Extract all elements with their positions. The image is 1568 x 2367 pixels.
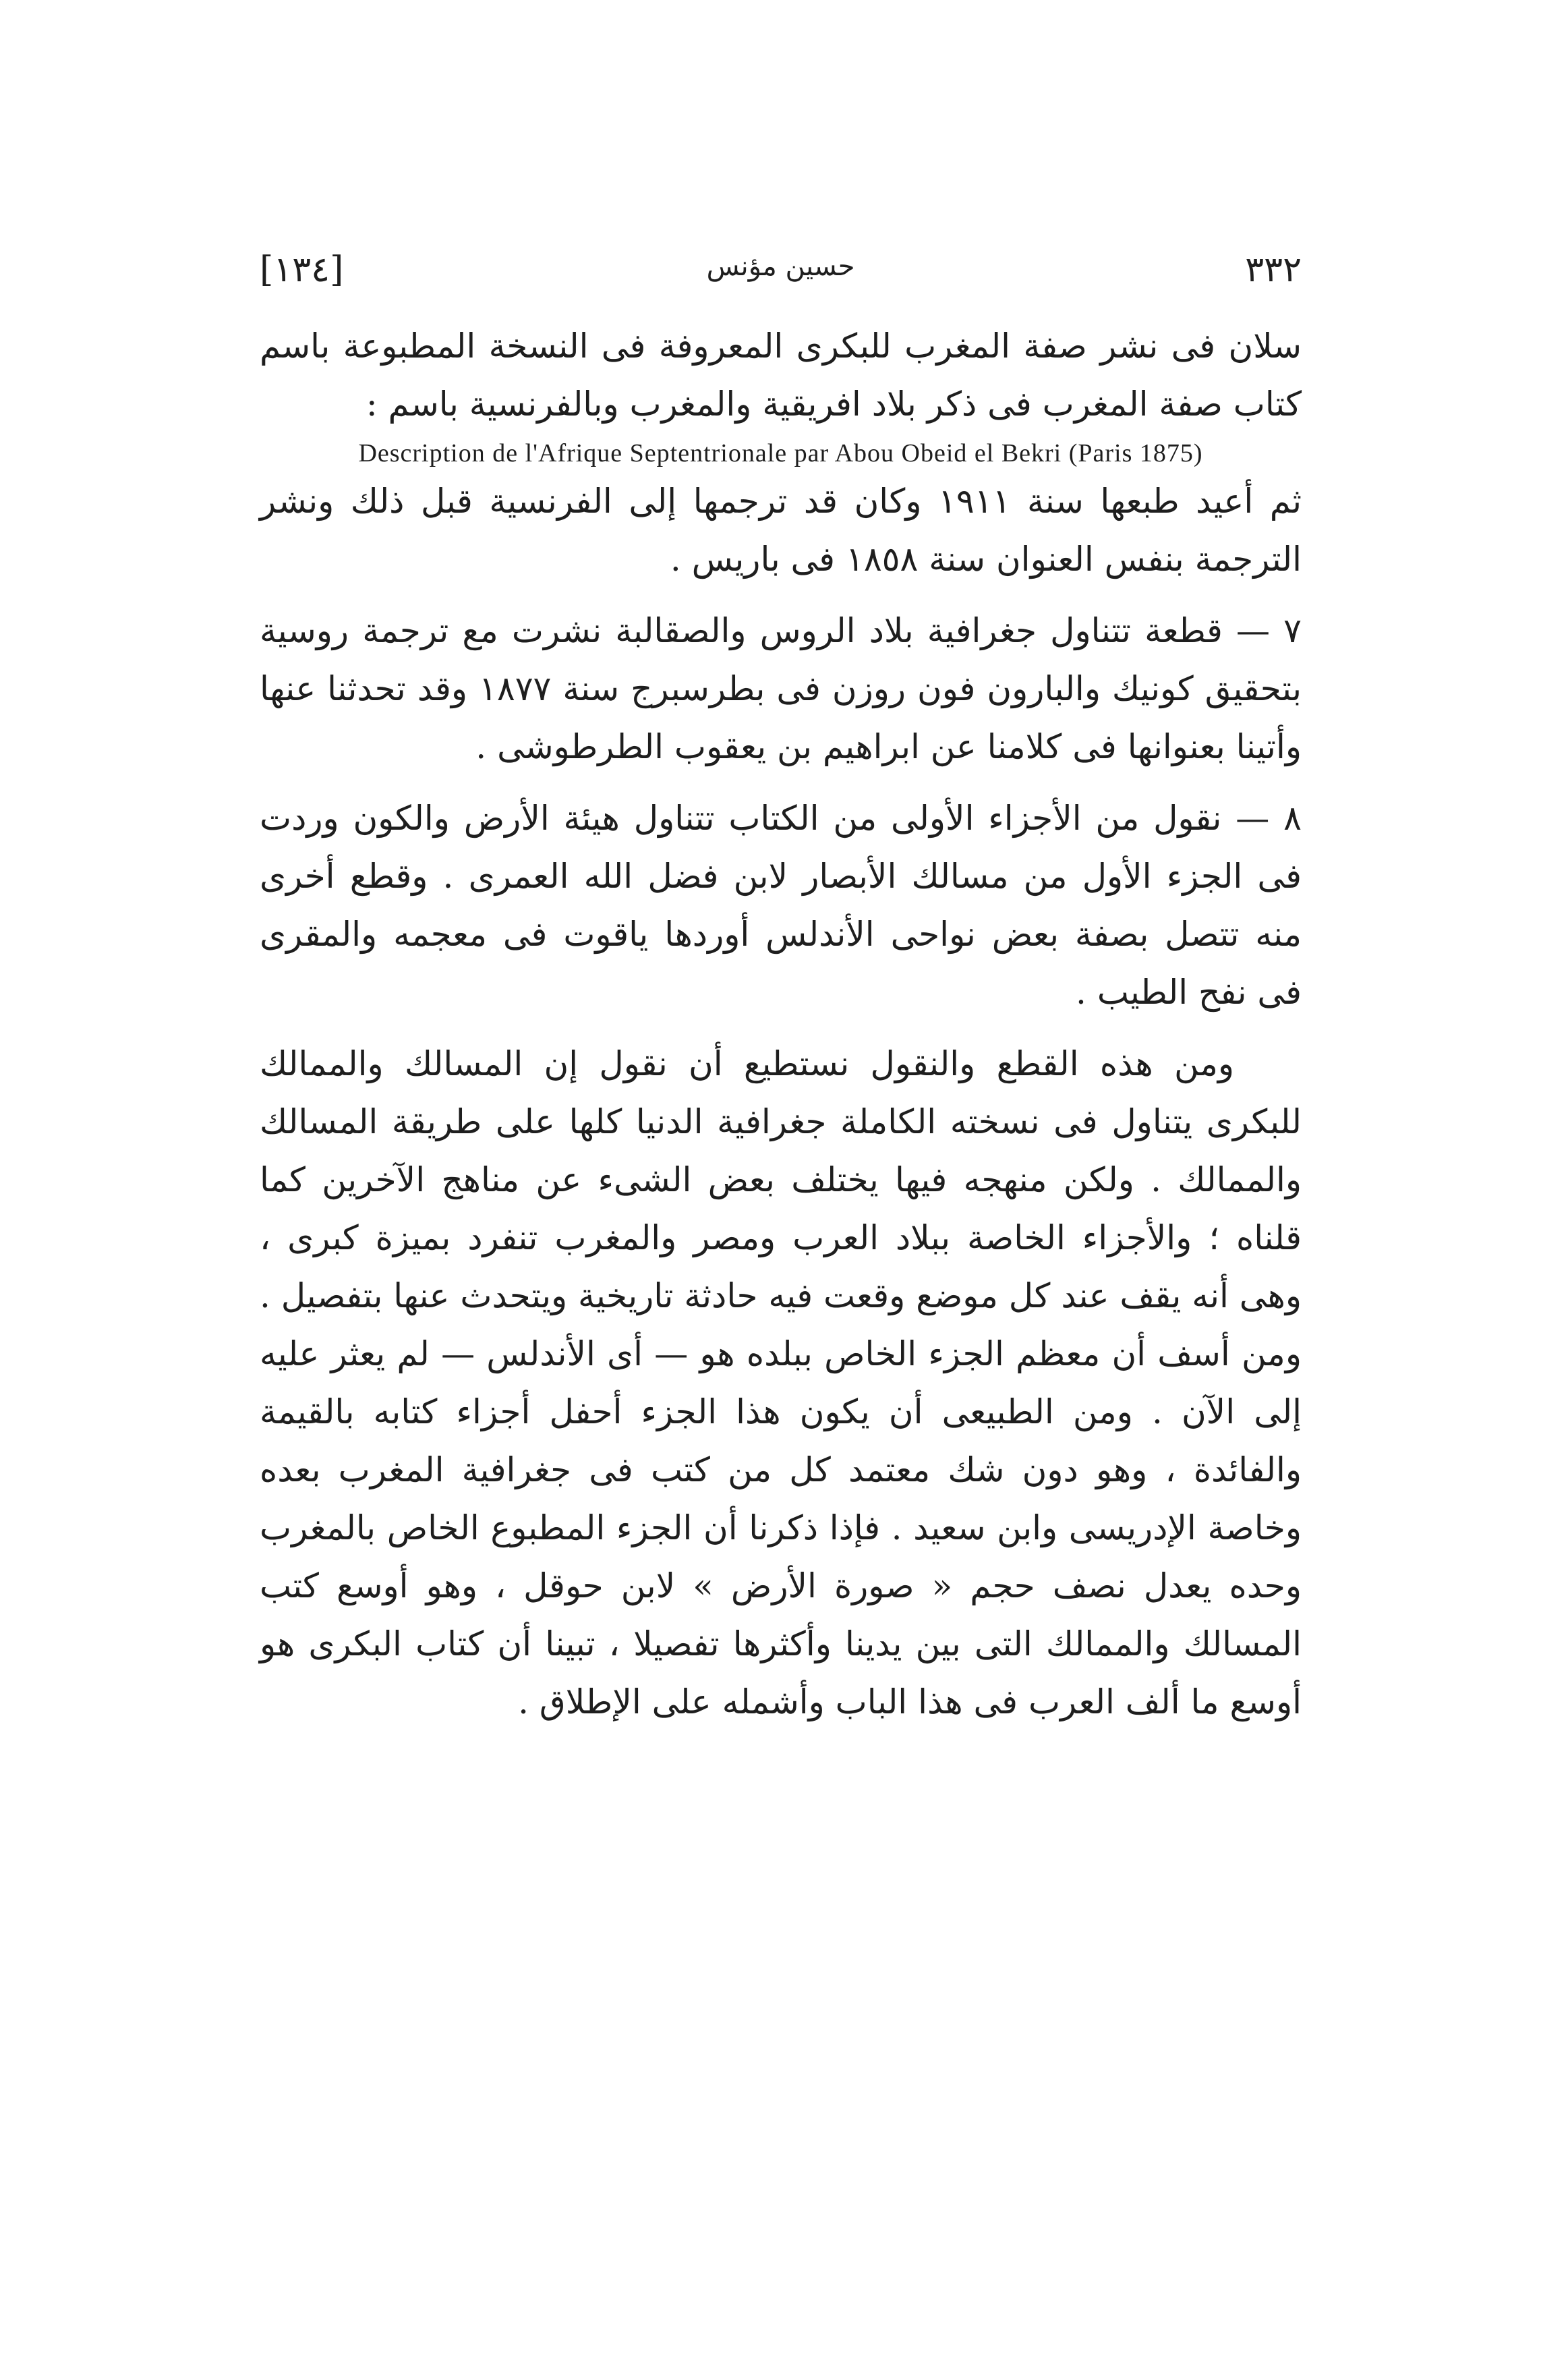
paragraph-continuation: سلان فى نشر صفة المغرب للبكرى المعروفة فى النسخة المطبوعة باسم كتاب صفة المغرب فى ذكر بلاد افريقية والمغرب وبالفرنسية باسم : — [260, 326, 1302, 424]
page-header — [260, 243, 1302, 304]
paragraph-reprint: ثم أعيد طبعها سنة ١٩١١ وكان قد ترجمها إلى الفرنسية قبل ذلك ونشر الترجمة بنفس العنوان سنة ١٨٥٨ فى باريس . — [260, 482, 1302, 579]
body-text — [260, 317, 1302, 1731]
paragraph-conclusion: ومن هذه القطع والنقول نستطيع أن نقول إن المسالك والممالك للبكرى يتناول فى نسخته الكاملة جغرافية الدنيا كلها على طريقة المسالك والممالك . ولكن منهجه فيها يختلف بعض الشىء عن مناهج الآخرين كما قلناه ؛ والأجزاء الخاصة ببلاد العرب ومصر والمغرب تنفرد بميزة كبرى ، وهى أنه يقف عند كل موضع وقعت فيه حادثة تاريخية ويتحدث عنها بتفصيل . ومن أسف أن معظم الجزء الخاص ببلده هو — أى الأندلس — لم يعثر عليه إلى الآن . ومن الطبيعى أن يكون هذا الجزء أحفل أجزاء كتابه بالقيمة والفائدة ، وهو دون شك معتمد كل من كتب فى جغرافية المغرب بعده وخاصة الإدريسى وابن سعيد . فإذا ذكرنا أن الجزء المطبوع الخاص بالمغرب وحده يعدل نصف حجم « صورة الأرض » لابن حوقل ، وهو أوسع كتب المسالك والممالك التى بين يدينا وأكثرها تفصيلا ، تبينا أن كتاب البكرى هو أوسع ما ألف العرب فى هذا الباب وأشمله على الإطلاق . — [260, 1044, 1302, 1721]
french-title: Description de l'Afrique Septentrionale par Abou Obeid el Bekri (Paris 1875) — [358, 439, 1203, 467]
paragraph-item-7: ٧ — قطعة تتناول جغرافية بلاد الروس والصقالبة نشرت مع ترجمة روسية بتحقيق كونيك والبارون فون روزن فى بطرسبرج سنة ١٨٧٧ وقد تحدثنا عنها وأتينا بعنوانها فى كلامنا عن ابراهيم بن يعقوب الطرطوشى . — [260, 611, 1302, 766]
running-head-author: حسين مؤنس — [706, 251, 855, 282]
page-number: ٣٣٢ — [1245, 250, 1302, 290]
paragraph-item-8: ٨ — نقول من الأجزاء الأولى من الكتاب تتناول هيئة الأرض والكون وردت فى الجزء الأول من مسالك الأبصار لابن فضل الله العمرى . وقطع أخرى منه تتصل بصفة بعض نواحى الأندلس أوردها ياقوت فى معجمه والمقرى فى نفح الطيب . — [260, 799, 1302, 1012]
page-reference: [١٣٤] — [260, 250, 344, 290]
